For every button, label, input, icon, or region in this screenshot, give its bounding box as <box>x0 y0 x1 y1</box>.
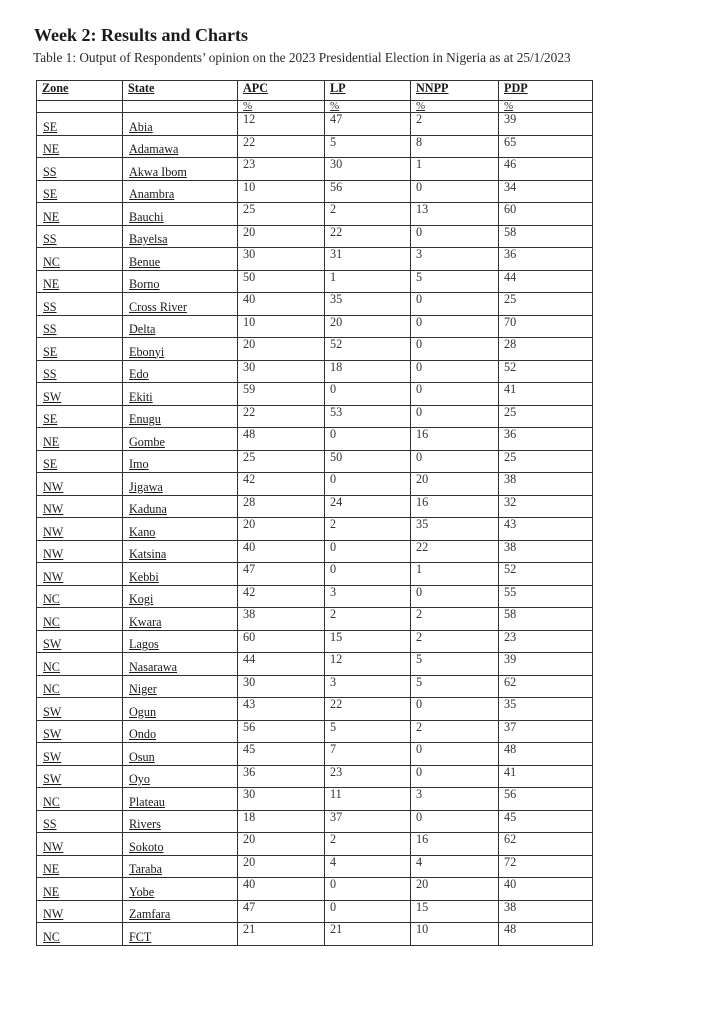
apc-cell: 47 <box>238 563 325 586</box>
lp-cell: 7 <box>325 743 411 766</box>
pdp-cell: 25 <box>499 405 593 428</box>
pdp-cell: 38 <box>499 473 593 496</box>
zone-cell: NE <box>37 270 123 293</box>
pdp-cell: 38 <box>499 540 593 563</box>
nnpp-cell: 16 <box>411 833 499 856</box>
pdp-cell: 58 <box>499 608 593 631</box>
apc-cell: 60 <box>238 630 325 653</box>
unit-apc: % <box>238 101 325 113</box>
table-row <box>37 113 593 136</box>
header-pdp: PDP <box>499 81 593 101</box>
apc-cell: 38 <box>238 608 325 631</box>
table-row <box>37 585 593 608</box>
lp-cell: 0 <box>325 563 411 586</box>
state-cell: Ondo <box>123 720 238 743</box>
nnpp-cell: 5 <box>411 270 499 293</box>
state-cell: Kwara <box>123 608 238 631</box>
apc-cell: 43 <box>238 698 325 721</box>
apc-cell: 25 <box>238 203 325 226</box>
lp-cell: 18 <box>325 360 411 383</box>
state-cell: Borno <box>123 270 238 293</box>
lp-cell: 5 <box>325 720 411 743</box>
zone-cell: NE <box>37 135 123 158</box>
table-row <box>37 338 593 361</box>
lp-cell: 22 <box>325 225 411 248</box>
table-row <box>37 473 593 496</box>
lp-cell: 12 <box>325 653 411 676</box>
apc-cell: 23 <box>238 158 325 181</box>
table-row <box>37 135 593 158</box>
pdp-cell: 72 <box>499 855 593 878</box>
zone-cell: NW <box>37 518 123 541</box>
state-cell: Kogi <box>123 585 238 608</box>
nnpp-cell: 0 <box>411 698 499 721</box>
nnpp-cell: 0 <box>411 743 499 766</box>
pdp-cell: 41 <box>499 765 593 788</box>
lp-cell: 0 <box>325 428 411 451</box>
lp-cell: 30 <box>325 158 411 181</box>
pdp-cell: 39 <box>499 113 593 136</box>
zone-cell: NE <box>37 428 123 451</box>
table-row <box>37 788 593 811</box>
pdp-cell: 65 <box>499 135 593 158</box>
table-row <box>37 630 593 653</box>
lp-cell: 53 <box>325 405 411 428</box>
page-heading: Week 2: Results and Charts <box>34 25 249 45</box>
nnpp-cell: 20 <box>411 473 499 496</box>
state-cell: Taraba <box>123 855 238 878</box>
apc-cell: 45 <box>238 743 325 766</box>
table-row <box>37 428 593 451</box>
state-cell: Abia <box>123 113 238 136</box>
header-apc: APC <box>238 81 325 101</box>
apc-cell: 40 <box>238 540 325 563</box>
state-cell: Kano <box>123 518 238 541</box>
lp-cell: 3 <box>325 585 411 608</box>
zone-cell: SS <box>37 315 123 338</box>
apc-cell: 36 <box>238 765 325 788</box>
lp-cell: 2 <box>325 203 411 226</box>
table-row <box>37 878 593 901</box>
unit-row <box>37 101 593 113</box>
apc-cell: 47 <box>238 900 325 923</box>
state-cell: Nasarawa <box>123 653 238 676</box>
apc-cell: 40 <box>238 878 325 901</box>
apc-cell: 30 <box>238 675 325 698</box>
lp-cell: 31 <box>325 248 411 271</box>
lp-cell: 52 <box>325 338 411 361</box>
state-cell: Ogun <box>123 698 238 721</box>
zone-cell: SS <box>37 360 123 383</box>
zone-cell: SW <box>37 765 123 788</box>
unit-nnpp: % <box>411 101 499 113</box>
apc-cell: 20 <box>238 225 325 248</box>
lp-cell: 24 <box>325 495 411 518</box>
nnpp-cell: 16 <box>411 495 499 518</box>
state-cell: Niger <box>123 675 238 698</box>
state-cell: Benue <box>123 248 238 271</box>
lp-cell: 56 <box>325 180 411 203</box>
apc-cell: 20 <box>238 855 325 878</box>
nnpp-cell: 2 <box>411 113 499 136</box>
state-cell: Ekiti <box>123 383 238 406</box>
pdp-cell: 36 <box>499 428 593 451</box>
lp-cell: 4 <box>325 855 411 878</box>
pdp-cell: 52 <box>499 360 593 383</box>
header-state: State <box>123 81 238 101</box>
zone-cell: NC <box>37 788 123 811</box>
table-row <box>37 518 593 541</box>
state-cell: FCT <box>123 923 238 946</box>
state-cell: Zamfara <box>123 900 238 923</box>
table-row <box>37 405 593 428</box>
lp-cell: 0 <box>325 878 411 901</box>
table-row <box>37 810 593 833</box>
pdp-cell: 28 <box>499 338 593 361</box>
apc-cell: 22 <box>238 405 325 428</box>
state-cell: Cross River <box>123 293 238 316</box>
zone-cell: NE <box>37 878 123 901</box>
nnpp-cell: 2 <box>411 608 499 631</box>
apc-cell: 30 <box>238 248 325 271</box>
table-row <box>37 563 593 586</box>
zone-cell: SS <box>37 158 123 181</box>
pdp-cell: 62 <box>499 833 593 856</box>
nnpp-cell: 16 <box>411 428 499 451</box>
pdp-cell: 37 <box>499 720 593 743</box>
zone-cell: SE <box>37 338 123 361</box>
pdp-cell: 46 <box>499 158 593 181</box>
pdp-cell: 36 <box>499 248 593 271</box>
table-row <box>37 855 593 878</box>
table-row <box>37 900 593 923</box>
pdp-cell: 70 <box>499 315 593 338</box>
zone-cell: SW <box>37 698 123 721</box>
zone-cell: NW <box>37 473 123 496</box>
unit-lp: % <box>325 101 411 113</box>
zone-cell: SE <box>37 180 123 203</box>
state-cell: Akwa Ibom <box>123 158 238 181</box>
table-row <box>37 608 593 631</box>
apc-cell: 10 <box>238 180 325 203</box>
lp-cell: 2 <box>325 518 411 541</box>
nnpp-cell: 1 <box>411 158 499 181</box>
state-cell: Edo <box>123 360 238 383</box>
zone-cell: NW <box>37 540 123 563</box>
zone-cell: NE <box>37 203 123 226</box>
pdp-cell: 40 <box>499 878 593 901</box>
nnpp-cell: 0 <box>411 765 499 788</box>
pdp-cell: 23 <box>499 630 593 653</box>
nnpp-cell: 5 <box>411 675 499 698</box>
state-cell: Plateau <box>123 788 238 811</box>
lp-cell: 0 <box>325 383 411 406</box>
table-row <box>37 360 593 383</box>
zone-cell: NC <box>37 923 123 946</box>
lp-cell: 15 <box>325 630 411 653</box>
header-lp: LP <box>325 81 411 101</box>
pdp-cell: 55 <box>499 585 593 608</box>
apc-cell: 59 <box>238 383 325 406</box>
table-row <box>37 225 593 248</box>
zone-cell: SW <box>37 383 123 406</box>
state-cell: Osun <box>123 743 238 766</box>
pdp-cell: 41 <box>499 383 593 406</box>
nnpp-cell: 20 <box>411 878 499 901</box>
apc-cell: 22 <box>238 135 325 158</box>
nnpp-cell: 35 <box>411 518 499 541</box>
lp-cell: 37 <box>325 810 411 833</box>
lp-cell: 5 <box>325 135 411 158</box>
state-cell: Yobe <box>123 878 238 901</box>
zone-cell: NC <box>37 585 123 608</box>
lp-cell: 23 <box>325 765 411 788</box>
apc-cell: 12 <box>238 113 325 136</box>
table-caption: Table 1: Output of Respondents’ opinion on the 2023 Presidential Election in Nigeria as at 25/1/2023 <box>33 50 571 65</box>
state-cell: Jigawa <box>123 473 238 496</box>
apc-cell: 42 <box>238 585 325 608</box>
lp-cell: 11 <box>325 788 411 811</box>
nnpp-cell: 0 <box>411 293 499 316</box>
zone-cell: NW <box>37 900 123 923</box>
state-cell: Bauchi <box>123 203 238 226</box>
zone-cell: SS <box>37 293 123 316</box>
state-cell: Adamawa <box>123 135 238 158</box>
header-nnpp: NNPP <box>411 81 499 101</box>
nnpp-cell: 2 <box>411 630 499 653</box>
table-row <box>37 158 593 181</box>
apc-cell: 10 <box>238 315 325 338</box>
apc-cell: 44 <box>238 653 325 676</box>
table-row <box>37 833 593 856</box>
state-cell: Lagos <box>123 630 238 653</box>
zone-cell: NC <box>37 608 123 631</box>
pdp-cell: 34 <box>499 180 593 203</box>
nnpp-cell: 0 <box>411 383 499 406</box>
pdp-cell: 39 <box>499 653 593 676</box>
apc-cell: 18 <box>238 810 325 833</box>
pdp-cell: 25 <box>499 450 593 473</box>
state-cell: Delta <box>123 315 238 338</box>
state-cell: Oyo <box>123 765 238 788</box>
apc-cell: 30 <box>238 360 325 383</box>
nnpp-cell: 1 <box>411 563 499 586</box>
pdp-cell: 48 <box>499 743 593 766</box>
pdp-cell: 32 <box>499 495 593 518</box>
zone-cell: SW <box>37 630 123 653</box>
nnpp-cell: 22 <box>411 540 499 563</box>
lp-cell: 47 <box>325 113 411 136</box>
pdp-cell: 25 <box>499 293 593 316</box>
pdp-cell: 62 <box>499 675 593 698</box>
zone-cell: NW <box>37 563 123 586</box>
apc-cell: 40 <box>238 293 325 316</box>
table-row <box>37 450 593 473</box>
zone-cell: NW <box>37 495 123 518</box>
lp-cell: 3 <box>325 675 411 698</box>
table-row <box>37 180 593 203</box>
state-cell: Bayelsa <box>123 225 238 248</box>
zone-cell: SS <box>37 225 123 248</box>
lp-cell: 2 <box>325 608 411 631</box>
apc-cell: 42 <box>238 473 325 496</box>
apc-cell: 20 <box>238 338 325 361</box>
nnpp-cell: 0 <box>411 338 499 361</box>
table-row <box>37 293 593 316</box>
zone-cell: NW <box>37 833 123 856</box>
nnpp-cell: 0 <box>411 225 499 248</box>
apc-cell: 30 <box>238 788 325 811</box>
zone-cell: NC <box>37 675 123 698</box>
pdp-cell: 38 <box>499 900 593 923</box>
table-row <box>37 315 593 338</box>
pdp-cell: 44 <box>499 270 593 293</box>
nnpp-cell: 15 <box>411 900 499 923</box>
lp-cell: 22 <box>325 698 411 721</box>
nnpp-cell: 0 <box>411 315 499 338</box>
table-row <box>37 743 593 766</box>
unit-pdp: % <box>499 101 593 113</box>
lp-cell: 20 <box>325 315 411 338</box>
state-cell: Ebonyi <box>123 338 238 361</box>
nnpp-cell: 0 <box>411 405 499 428</box>
apc-cell: 20 <box>238 518 325 541</box>
state-cell: Katsina <box>123 540 238 563</box>
zone-cell: SE <box>37 405 123 428</box>
nnpp-cell: 2 <box>411 720 499 743</box>
table-header-row <box>37 81 593 101</box>
lp-cell: 0 <box>325 540 411 563</box>
apc-cell: 28 <box>238 495 325 518</box>
nnpp-cell: 10 <box>411 923 499 946</box>
table-row <box>37 495 593 518</box>
zone-cell: SS <box>37 810 123 833</box>
lp-cell: 1 <box>325 270 411 293</box>
table-row <box>37 203 593 226</box>
pdp-cell: 56 <box>499 788 593 811</box>
state-cell: Kebbi <box>123 563 238 586</box>
state-cell: Rivers <box>123 810 238 833</box>
apc-cell: 25 <box>238 450 325 473</box>
nnpp-cell: 13 <box>411 203 499 226</box>
nnpp-cell: 0 <box>411 585 499 608</box>
header-zone: Zone <box>37 81 123 101</box>
results-table <box>36 80 593 946</box>
nnpp-cell: 0 <box>411 810 499 833</box>
nnpp-cell: 4 <box>411 855 499 878</box>
table-row <box>37 248 593 271</box>
table-row <box>37 653 593 676</box>
zone-cell: NC <box>37 248 123 271</box>
pdp-cell: 58 <box>499 225 593 248</box>
table-row <box>37 675 593 698</box>
lp-cell: 21 <box>325 923 411 946</box>
nnpp-cell: 0 <box>411 450 499 473</box>
pdp-cell: 43 <box>499 518 593 541</box>
nnpp-cell: 8 <box>411 135 499 158</box>
zone-cell: SE <box>37 450 123 473</box>
pdp-cell: 52 <box>499 563 593 586</box>
state-cell: Imo <box>123 450 238 473</box>
table-row <box>37 383 593 406</box>
unit-cell-empty <box>37 101 123 113</box>
zone-cell: NE <box>37 855 123 878</box>
state-cell: Enugu <box>123 405 238 428</box>
nnpp-cell: 0 <box>411 360 499 383</box>
zone-cell: SW <box>37 743 123 766</box>
pdp-cell: 35 <box>499 698 593 721</box>
pdp-cell: 60 <box>499 203 593 226</box>
table-body <box>37 101 593 946</box>
apc-cell: 21 <box>238 923 325 946</box>
table-row <box>37 540 593 563</box>
lp-cell: 35 <box>325 293 411 316</box>
apc-cell: 56 <box>238 720 325 743</box>
zone-cell: SW <box>37 720 123 743</box>
table-row <box>37 720 593 743</box>
table-row <box>37 698 593 721</box>
lp-cell: 0 <box>325 473 411 496</box>
state-cell: Anambra <box>123 180 238 203</box>
apc-cell: 50 <box>238 270 325 293</box>
table-row <box>37 765 593 788</box>
lp-cell: 0 <box>325 900 411 923</box>
state-cell: Gombe <box>123 428 238 451</box>
nnpp-cell: 0 <box>411 180 499 203</box>
zone-cell: NC <box>37 653 123 676</box>
nnpp-cell: 3 <box>411 788 499 811</box>
zone-cell: SE <box>37 113 123 136</box>
unit-cell-empty <box>123 101 238 113</box>
apc-cell: 20 <box>238 833 325 856</box>
pdp-cell: 48 <box>499 923 593 946</box>
nnpp-cell: 3 <box>411 248 499 271</box>
state-cell: Kaduna <box>123 495 238 518</box>
state-cell: Sokoto <box>123 833 238 856</box>
lp-cell: 2 <box>325 833 411 856</box>
apc-cell: 48 <box>238 428 325 451</box>
pdp-cell: 45 <box>499 810 593 833</box>
table-row <box>37 923 593 946</box>
lp-cell: 50 <box>325 450 411 473</box>
table-row <box>37 270 593 293</box>
nnpp-cell: 5 <box>411 653 499 676</box>
